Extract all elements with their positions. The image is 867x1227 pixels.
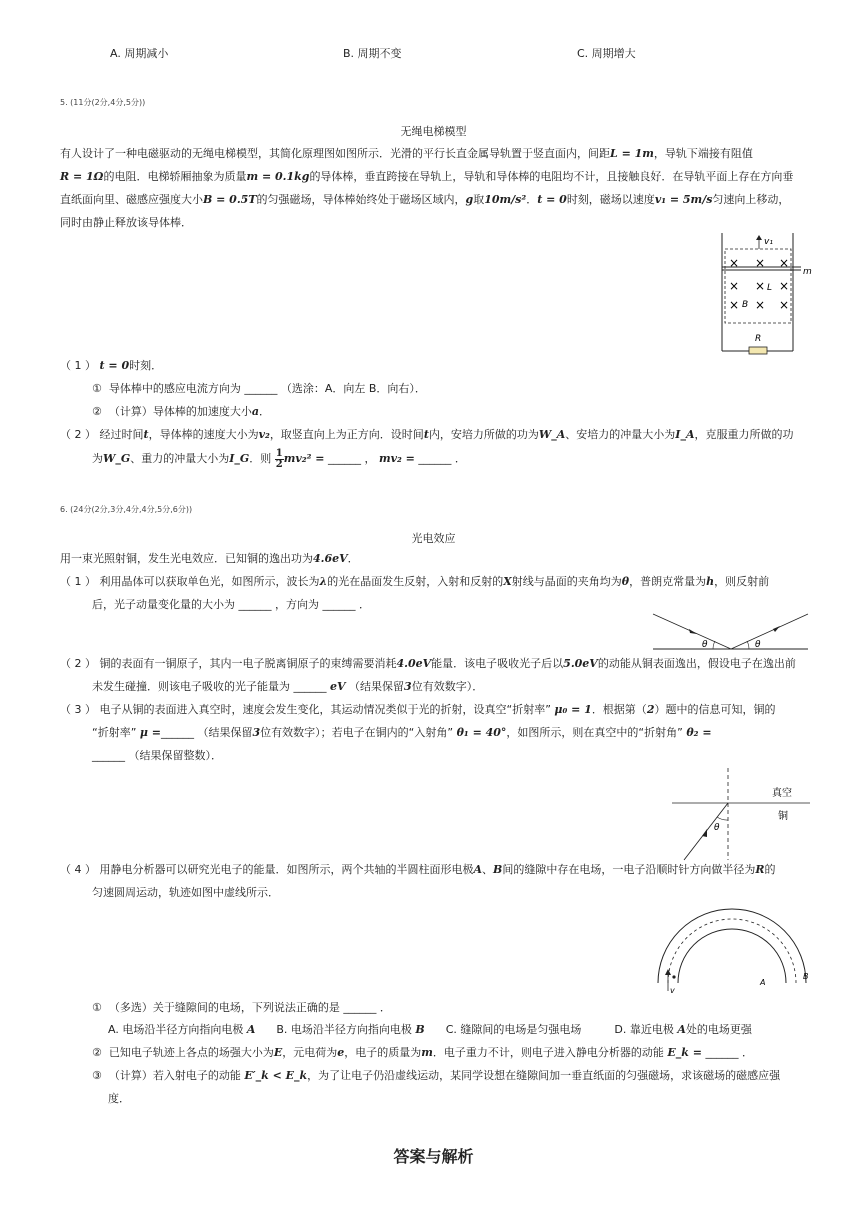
q5-para-line4: 同时由静止释放该导体棒．	[60, 216, 192, 229]
q5-para-line2: R = 1Ω的电阻．电梯轿厢抽象为质量m = 0.1kg的导体棒，垂直跨接在导轨上，导轨和导体棒的电阻均不计，且接触良好．在导轨平面上存在方向垂	[60, 170, 794, 183]
theta-label: θ	[714, 823, 720, 833]
cross-mark: ×	[755, 298, 766, 312]
cross-mark: ×	[755, 279, 766, 293]
reflection-figure	[653, 612, 813, 652]
cross-mark: ×	[779, 256, 790, 270]
fraction-one-half: $\frac{1}{2}$	[275, 447, 283, 470]
option-b: B. 周期不变	[343, 47, 402, 60]
theta-right-label: θ	[755, 640, 761, 650]
q5-sub1-ii: ② （计算）导体棒的加速度大小a．	[92, 405, 271, 418]
q6-sub4-i: ① （多选）关于缝隙间的电场，下列说法正确的是 ______ ．	[92, 1001, 391, 1014]
cross-mark: ×	[779, 279, 790, 293]
q5-header: 5. (11分(2分,4分,5分))	[60, 98, 146, 107]
q6-sub3-line2: “折射率” μ =______ （结果保留3位有效数字）；若电子在铜内的“入射角” θ₁ = 40°，如图所示，则在真空中的“折射角” θ₂ =	[92, 726, 712, 739]
option-a: A. 周期减小	[110, 47, 169, 60]
q6-sub4-options	[108, 1022, 752, 1038]
q6-title: 光电效应	[411, 532, 456, 545]
q5-para-line1: 有人设计了一种电磁驱动的无绳电梯模型，其简化原理图如图所示．光滑的平行长直金属导轨置于竖直面内，间距L = 1m，导轨下端接有阻值	[60, 147, 753, 160]
q6-sub2-line2: 未发生碰撞．则该电子吸收的光子能量为 ______ eV （结果保留3位有效数字）．	[92, 680, 484, 693]
q6-intro: 用一束光照射铜，发生光电效应．已知铜的逸出功为4.6eV．	[60, 552, 359, 565]
option-c: C. 周期增大	[577, 47, 636, 60]
choice-b: B. 电场沿半径方向指向电极 B	[276, 1023, 425, 1036]
q5-sub2: （ 2 ） 经过时间t，导体棒的速度大小为v₂，取竖直向上为正方向．设时间t内，安培力所做的功为W_A、安培力的冲量大小为I_A，克服重力所做的功	[60, 428, 794, 441]
q5-sub2-line2: 为W_G、重力的冲量大小为I_G．则 $\frac{1}{2}$ mv₂² = ______ ， mv₂ = ______ ．	[92, 447, 466, 470]
R-label: R	[755, 334, 762, 344]
q6-sub4-iii: ③ （计算）若入射电子的动能 E′_k < E_k，为了让电子仍沿虚线运动，某同学设想在缝隙间加一垂直纸面的匀强磁场，求该磁场的磁感应强	[92, 1069, 781, 1082]
q6-sub1-line2: 后，光子动量变化量的大小为 ______ ，方向为 ______ ．	[92, 598, 370, 611]
cross-mark: ×	[729, 279, 740, 293]
analyzer-figure	[650, 905, 815, 995]
theta-left-label: θ	[702, 640, 708, 650]
q5-title: 无绳电梯模型	[400, 125, 467, 138]
answer-section-title: 答案与解析	[393, 1147, 474, 1166]
cross-mark: ×	[729, 298, 740, 312]
q6-sub1: （ 1 ） 利用晶体可以获取单色光，如图所示，波长为λ的光在晶面发生反射，入射和反射的X射线与晶面的夹角均为θ，普朗克常量为h，则反射前	[60, 575, 770, 588]
electrode-a-label: A	[760, 978, 766, 987]
q6-sub4-iii-line2: 度．	[108, 1092, 130, 1105]
cross-mark: ×	[755, 256, 766, 270]
copper-label: 铜	[778, 811, 788, 822]
q5-sub1: （ 1 ） t = 0时刻．	[60, 359, 163, 372]
L-label: L	[767, 283, 773, 293]
elevator-figure	[715, 233, 825, 353]
B-label: B	[742, 300, 749, 310]
q6-sub4-ii: ② 已知电子轨迹上各点的场强大小为E，元电荷为e，电子的质量为m．电子重力不计，则电子进入静电分析器的动能 E_k = ______ ．	[92, 1046, 753, 1059]
cross-mark: ×	[729, 256, 740, 270]
choice-c: C. 缝隙间的电场是匀强电场	[445, 1023, 582, 1036]
q6-sub2: （ 2 ） 铜的表面有一铜原子，其内一电子脱离铜原子的束缚需要消耗4.0eV能量．该电子吸收光子后以5.0eV的动能从铜表面逸出，假设电子在逸出前	[60, 657, 796, 670]
q6-header: 6. (24分(2分,3分,4分,4分,5分,6分))	[60, 505, 193, 514]
choice-a: A. 电场沿半径方向指向电极 A	[108, 1023, 256, 1036]
q6-sub4-line2: 匀速圆周运动，轨迹如图中虚线所示．	[92, 886, 279, 899]
q6-sub3-line3: ______ （结果保留整数）．	[92, 749, 222, 762]
m-label: m	[803, 267, 812, 277]
cross-mark: ×	[779, 298, 790, 312]
refraction-figure	[672, 768, 812, 863]
electrode-b-label: B	[803, 972, 809, 981]
vacuum-label: 真空	[772, 788, 792, 799]
q6-sub3: （ 3 ） 电子从铜的表面进入真空时，速度会发生变化，其运动情况类似于光的折射，设真空“折射率” μ₀ = 1．根据第（2）题中的信息可知，铜的	[60, 703, 776, 716]
choice-d: D. 靠近电极 A处的电场更强	[614, 1023, 752, 1036]
v-label: v	[670, 986, 675, 995]
q5-para-line3: 直纸面向里、磁感应强度大小B = 0.5T的匀强磁场，导体棒始终处于磁场区域内，g取10m/s²．t = 0时刻，磁场以速度v₁ = 5m/s匀速向上移动，	[60, 193, 790, 206]
q6-sub4: （ 4 ） 用静电分析器可以研究光电子的能量．如图所示，两个共轴的半圆柱面形电极A、B间的缝隙中存在电场，一电子沿顺时针方向做半径为R的	[60, 863, 776, 876]
q5-sub1-i: ① 导体棒中的感应电流方向为 ______ （选涂：A．向左 B．向右）．	[92, 382, 426, 395]
v1-label: v₁	[764, 237, 773, 247]
